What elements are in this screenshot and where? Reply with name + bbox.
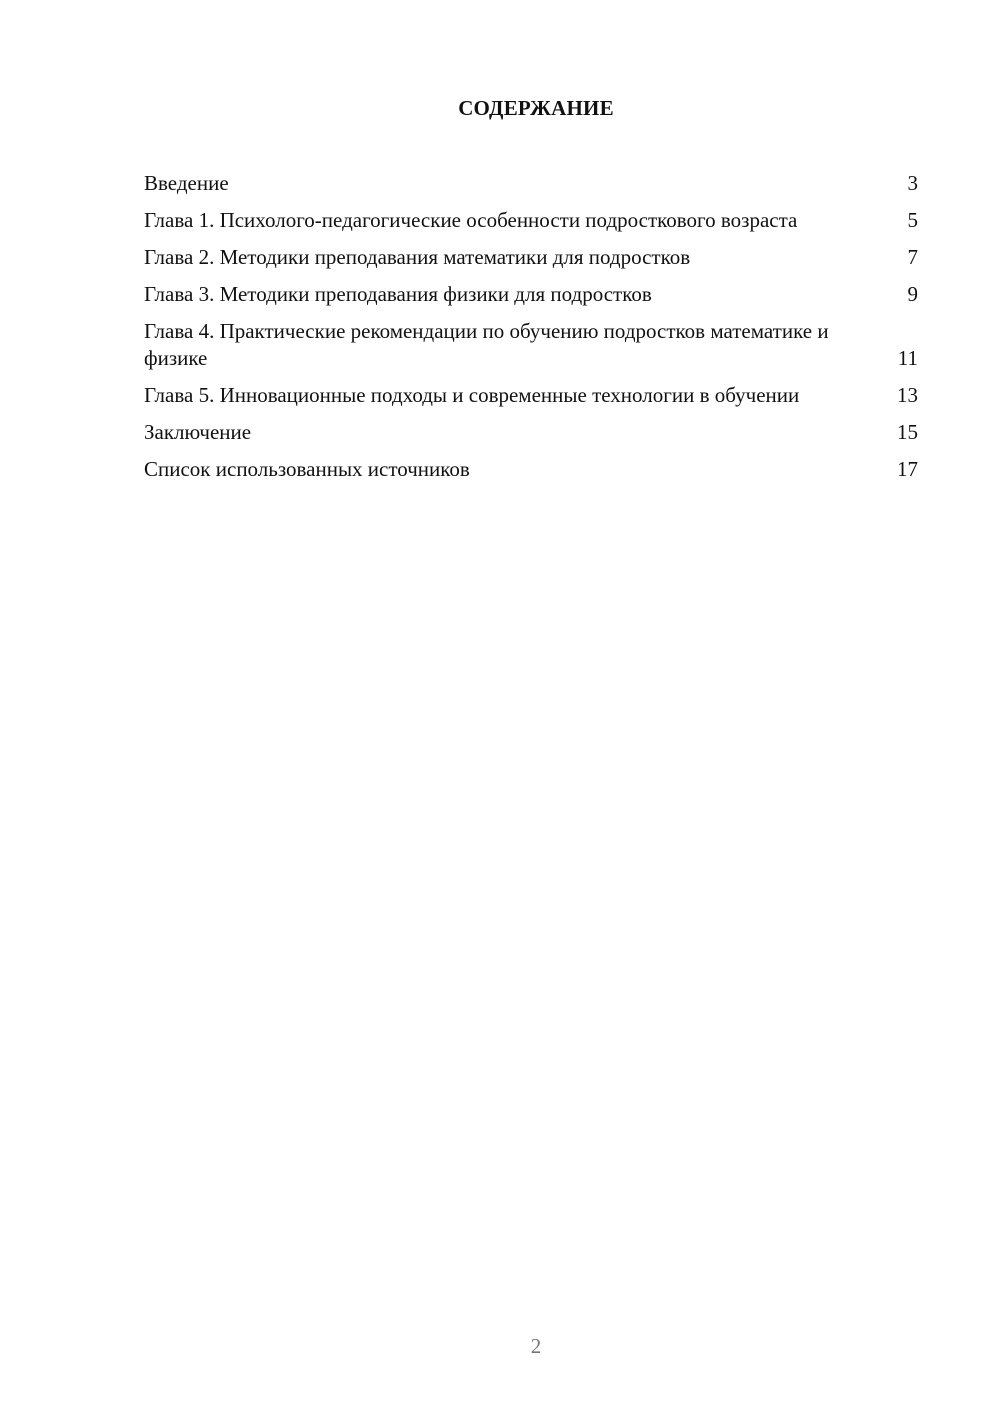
toc-entry-title: Глава 5. Инновационные подходы и современные технологии в обучении bbox=[144, 383, 800, 407]
toc-entry-page: 11 bbox=[897, 346, 918, 370]
toc-entry-title: Глава 4. Практические рекомендации по обучению подростков математике и физике bbox=[144, 319, 829, 370]
toc-entry-title: Введение bbox=[144, 171, 229, 195]
toc-entry-title: Список использованных источников bbox=[144, 457, 470, 481]
table-of-contents bbox=[144, 170, 918, 493]
toc-entry-page: 15 bbox=[897, 420, 918, 444]
toc-entry-page: 3 bbox=[907, 171, 918, 195]
toc-entry-page: 5 bbox=[907, 208, 918, 232]
toc-entry-chapter-2 bbox=[144, 244, 918, 271]
toc-entry-page: 7 bbox=[907, 245, 918, 269]
page-title: СОДЕРЖАНИЕ bbox=[458, 96, 614, 120]
toc-entry-references bbox=[144, 456, 918, 483]
toc-entry-conclusion bbox=[144, 419, 918, 446]
toc-entry-chapter-5 bbox=[144, 382, 918, 409]
toc-entry-chapter-1 bbox=[144, 207, 918, 234]
toc-entry-title: Глава 1. Психолого-педагогические особенности подросткового возраста bbox=[144, 208, 798, 232]
toc-entry-page: 13 bbox=[897, 383, 918, 407]
page-number: 2 bbox=[530, 1334, 542, 1358]
toc-entry-page: 9 bbox=[907, 282, 918, 306]
toc-entry-chapter-4 bbox=[144, 318, 918, 372]
toc-entry-title: Заключение bbox=[144, 420, 252, 444]
toc-entry-title: Глава 3. Методики преподавания физики для подростков bbox=[144, 282, 652, 306]
toc-entry-title: Глава 2. Методики преподавания математики для подростков bbox=[144, 245, 691, 269]
toc-entry-chapter-3 bbox=[144, 281, 918, 308]
toc-entry-page: 17 bbox=[897, 457, 918, 481]
toc-entry-introduction bbox=[144, 170, 918, 197]
